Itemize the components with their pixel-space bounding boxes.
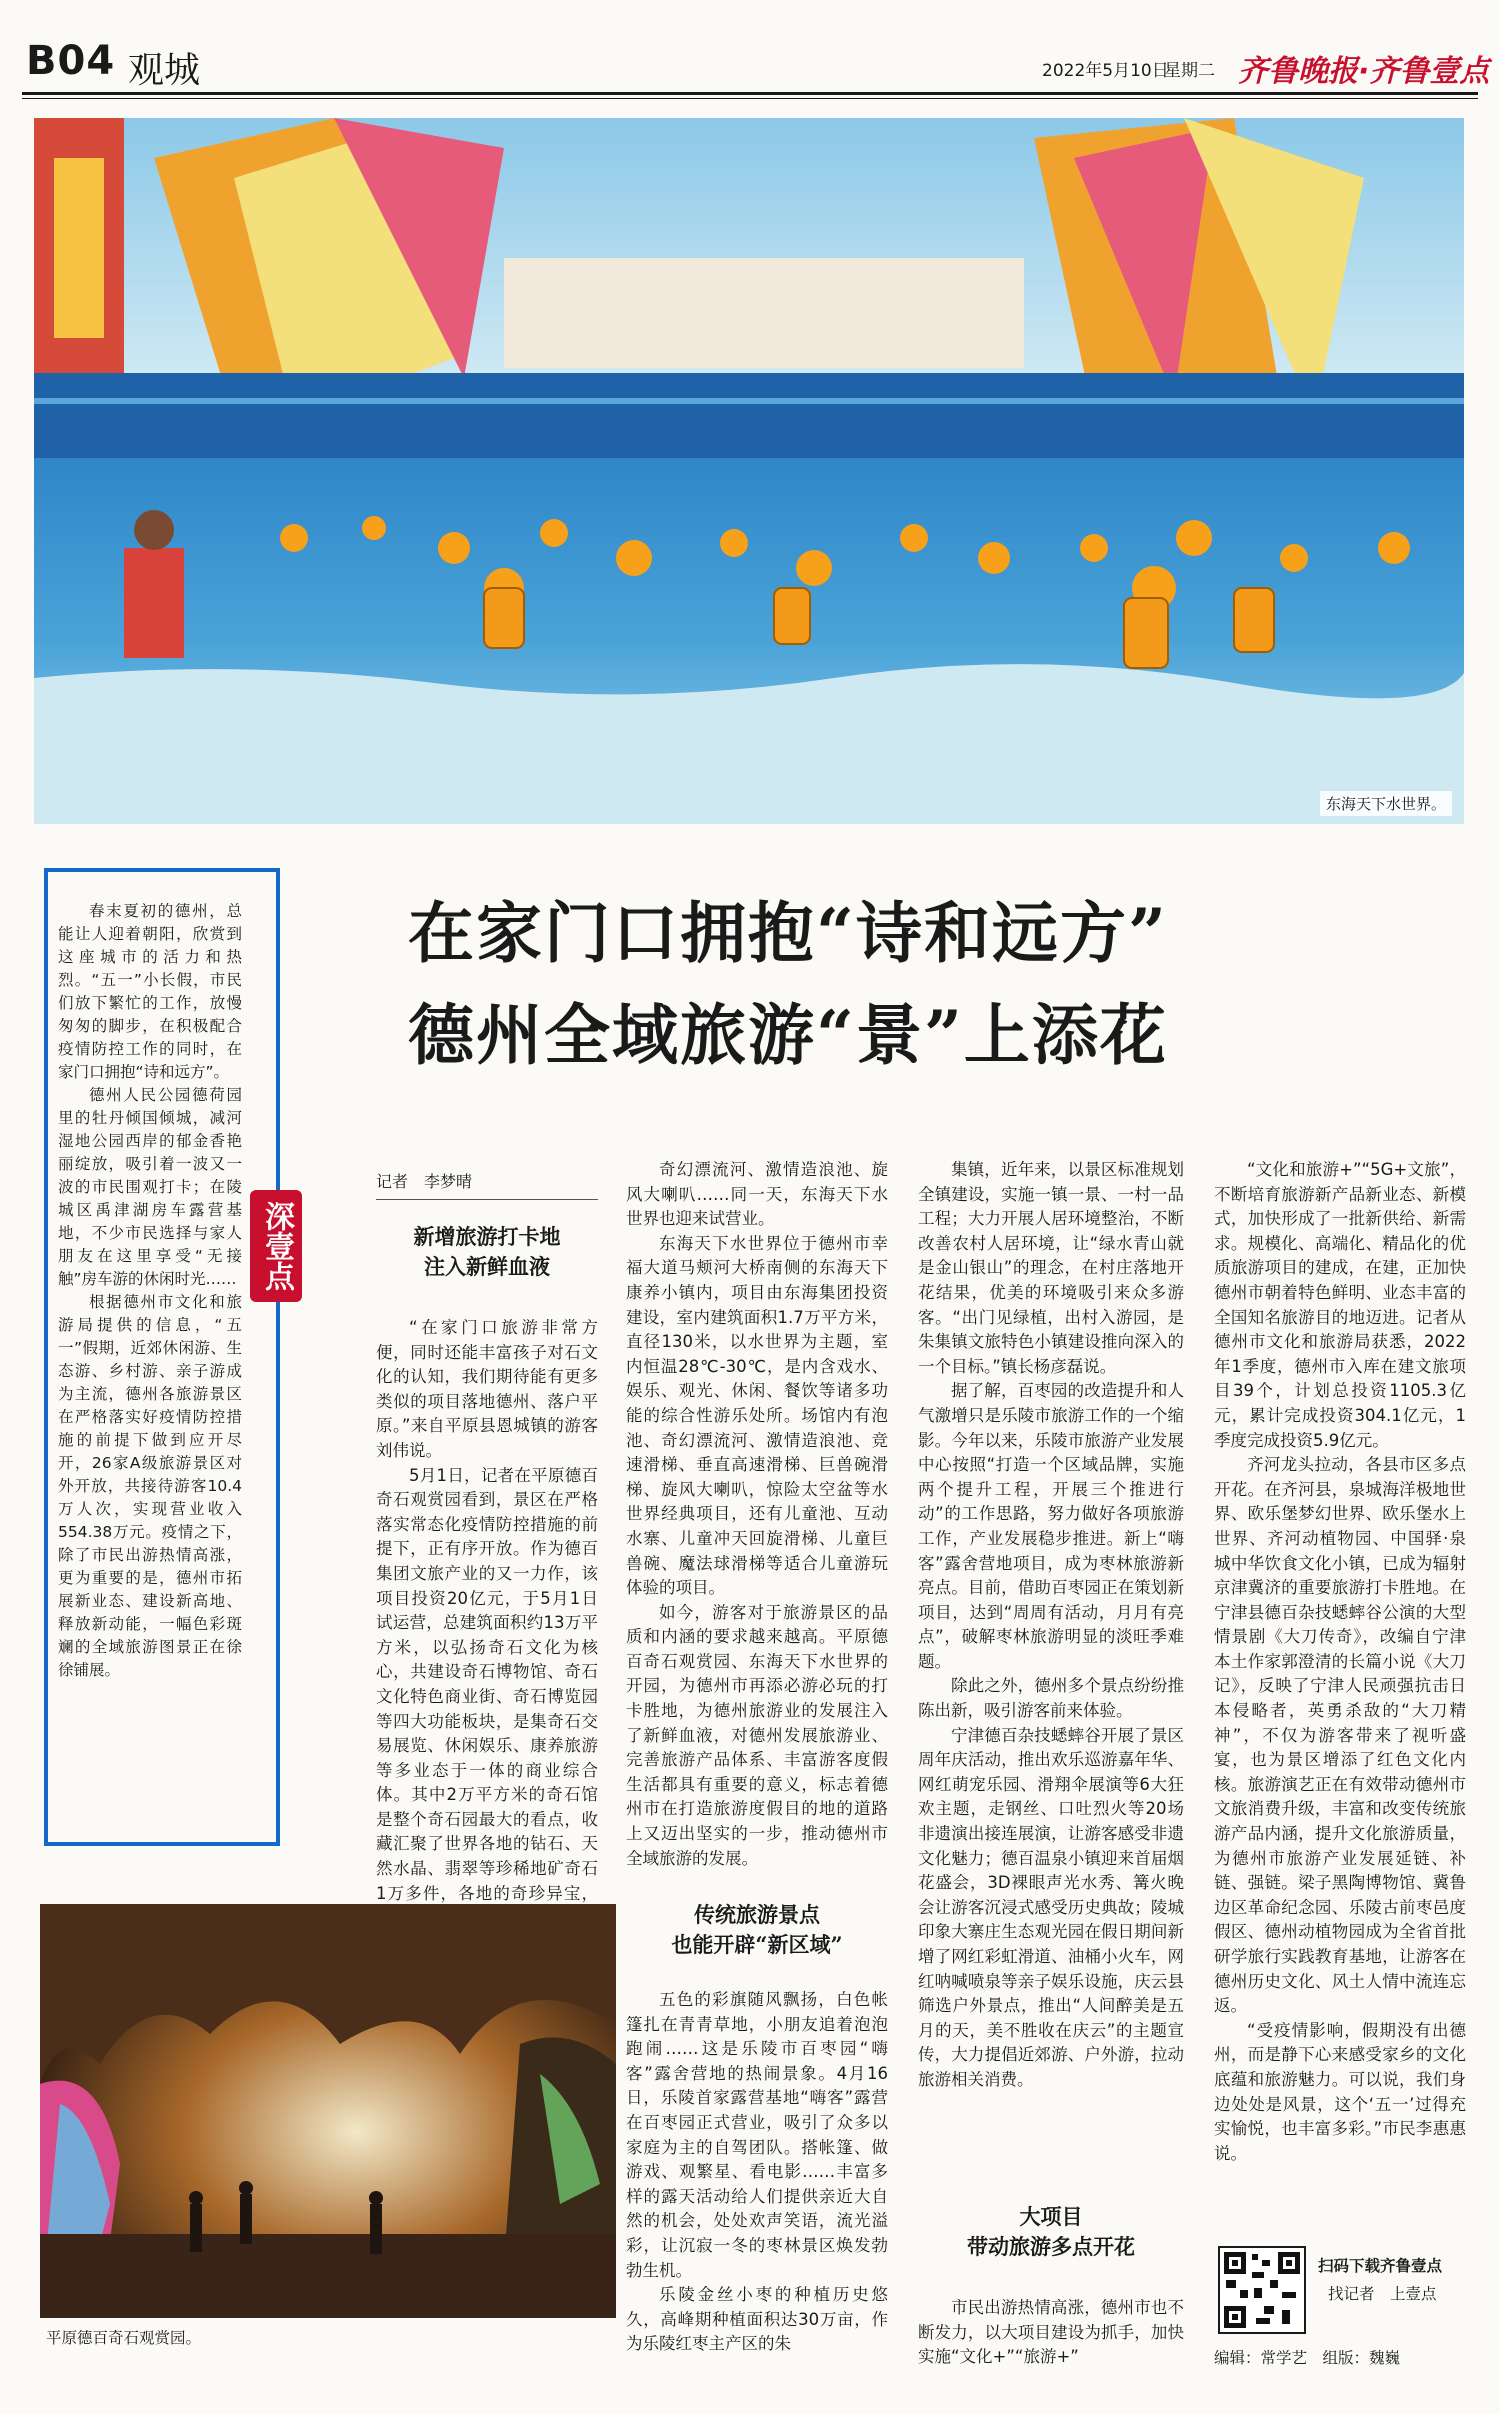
body-paragraph: 宁津德百杂技蟋蟀谷开展了景区周年庆活动，推出欢乐巡游嘉年华、网红萌宠乐园、滑翔伞展演等6大狂欢主题，走钢丝、口吐烈火等20场非遗演出接连展演，让游客感受非遗文化魅力；德百温泉小镇迎来首届烟花盛会，3D裸眼声光水秀、篝火晚会让游客沉浸式感受历史典故；陵城印象大寨庄生态观光园在假日期间新增了网红彩虹滑道、油桶小火车，网红呐喊喷泉等亲子娱乐设施，庆云县筛选户外景点，推出“人间醉美是五月的天，美不胜收在庆云”的主题宣传，大力提倡近郊游、户外游，拉动旅游相关消费。 <box>918 1725 1184 2089</box>
body-paragraph: 市民出游热情高涨，德州市也不断发力，以大项目建设为抓手，加快实施“文化+”“旅游+” <box>918 2298 1184 2367</box>
column-2-bottom <box>626 1988 888 2388</box>
header-rule <box>22 92 1478 95</box>
subheading-2-line-1: 传统旅游景点 <box>694 1902 820 1927</box>
column-badge: 深壹点 <box>250 1190 302 1302</box>
body-paragraph: “在家门口旅游非常方便，同时还能丰富孩子对石文化的认知，我们期待能有更多类似的项目落地德州、落户平原。”来自平原县恩城镇的游客刘伟说。 <box>376 1318 598 1460</box>
intro-paragraph: 德州人民公园德荷园里的牡丹倾国倾城，减河湿地公园西岸的郁金香艳丽绽放，吸引着一波又一波的市民围观打卡；在陵城区禹津湖房车露营基地，不少市民选择与家人朋友在这里享受“无接触”房车游的休闲时光…… <box>58 1086 242 1288</box>
intro-text <box>58 900 242 1830</box>
stone-garden-photo <box>40 1904 616 2318</box>
qr-contact-label: 找记者 上壹点 <box>1328 2285 1437 2303</box>
intro-paragraph: 根据德州市文化和旅游局提供的信息，“五一”假期，近郊休闲游、生态游、乡村游、亲子游成为主流，德州各旅游景区在严格落实好疫情防控措施的前提下做到应开尽开，26家A级旅游景区对外开放，共接待游客10.4万人次，实现营业收入554.38万元。疫情之下，除了市民出游热情高涨，更为重要的是，德州市拓展新业态、建设新高地、释放新动能，一幅色彩斑斓的全域旅游图景正在徐徐铺展。 <box>58 1293 242 1679</box>
water-park-illustration <box>34 118 1464 824</box>
subheading-2-line-2: 也能开辟“新区域” <box>671 1932 843 1957</box>
body-paragraph: 除此之外，德州多个景点纷纷推陈出新，吸引游客前来体验。 <box>918 1676 1184 1721</box>
qr-code-pattern <box>1220 2248 1304 2332</box>
byline-block <box>376 1170 598 1304</box>
body-paragraph: 奇幻漂流河、激情造浪池、旋风大喇叭……同一天，东海天下水世界也迎来试营业。 <box>626 1160 888 1229</box>
headline-line-1: 在家门口拥抱“诗和远方” <box>408 894 1168 972</box>
newspaper-brand-logo: 齐鲁晚报·齐鲁壹点 <box>1238 54 1490 89</box>
column-3-top <box>918 1158 1184 2178</box>
body-paragraph: 集镇，近年来，以景区标准规划全镇建设，实施一镇一景、一村一品工程；大力开展人居环境整治，不断改善农村人居环境，让“绿水青山就是金山银山”的理念，在村庄落地开花结果，优美的环境吸引来众多游客。“出门见绿植，出村入游园，是朱集镇文旅特色小镇建设推向深入的一个目标。”镇长杨彦磊说。 <box>918 1160 1184 1376</box>
top-photo-caption: 东海天下水世界。 <box>1320 791 1452 816</box>
editor-credit: 编辑：常学艺 组版：魏巍 <box>1214 2349 1401 2367</box>
body-paragraph: 乐陵金丝小枣的种植历史悠久，高峰期种植面积达30万亩，作为乐陵红枣主产区的朱 <box>626 2285 888 2354</box>
issue-date: 2022年5月10日 <box>1042 61 1169 81</box>
body-paragraph: “受疫情影响，假期没有出德州，而是静下心来感受家乡的文化底蕴和旅游魅力。可以说，我们身边处处是风景，这个‘五一’过得充实愉悦，也丰富多彩。”市民李惠惠说。 <box>1214 2020 1466 2163</box>
cave-illustration <box>40 1904 616 2318</box>
body-paragraph: 如今，游客对于旅游景区的品质和内涵的要求越来越高。平原德百奇石观赏园、东海天下水世界的开园，为德州市再添必游必玩的打卡胜地，为德州旅游业的发展注入了新鲜血液，对德州发展旅游业、完善旅游产品体系、丰富游客度假生活都具有重要的意义，标志着德州市在打造旅游度假目的地的道路上又迈出坚实的一步，推动德州市全域旅游的发展。 <box>626 1602 888 1868</box>
subheading-1-line-2: 注入新鲜血液 <box>424 1253 550 1279</box>
column-3-bottom <box>918 2296 1184 2386</box>
body-paragraph: 五色的彩旗随风飘扬，白色帐篷扎在青青草地，小朋友追着泡泡跑闹……这是乐陵市百枣园“嗨客”露舍营地的热闹景象。4月16日，乐陵首家露营基地“嗨客”露营在百枣园正式营业，吸引了众多以家庭为主的自驾团队。搭帐篷、做游戏、观繁星、看电影……丰富多样的露天活动给人们提供亲近大自然的机会，处处欢声笑语，流光溢彩，让沉寂一冬的枣林景区焕发勃勃生机。 <box>626 1990 888 2280</box>
bottom-photo-caption-overlay <box>40 2316 52 2320</box>
byline: 记者 李梦晴 <box>376 1172 473 1191</box>
column-4 <box>1214 1158 1466 2226</box>
subheading-1-line-1: 新增旅游打卡地 <box>413 1223 561 1249</box>
subheading-3-line-2: 带动旅游多点开花 <box>967 2234 1135 2259</box>
body-paragraph: 齐河龙头拉动，各县市区多点开花。在齐河县，泉城海洋极地世界、欧乐堡梦幻世界、欧乐堡水上世界、齐河动植物园、中国驿·泉城中华饮食文化小镇，已成为辐射京津冀济的重要旅游打卡胜地。在宁津县德百杂技蟋蟀谷公演的大型情景剧《大刀传奇》，改编自宁津本土作家郭澄清的长篇小说《大刀记》，反映了宁津人民顽强抗击日本侵略者，英勇杀敌的“大刀精神”，不仅为游客带来了视听盛宴，也为景区增添了红色文化内核。旅游演艺正在有效带动德州市文旅消费升级，丰富和改变传统旅游产品内涵，提升文化旅游质量，为德州市旅游产业发展延链、补链、强链。梁子黑陶博物馆、冀鲁边区革命纪念园、乐陵古前枣邑度假区、德州动植物园成为全省首批研学旅行实践教育基地，让游客在德州历史文化、风土人情中流连忘返。 <box>1214 1455 1466 2016</box>
body-paragraph: 5月1日，记者在平原德百奇石观赏园看到，景区在严格落实常态化疫情防控措施的前提下，正有序开放。作为德百集团文旅产业的又一力作，该项目投资20亿元，于5月1日试运营，总建筑面积约13万平方米，以弘扬奇石文化为核心，共建设奇石博物馆、奇石文化特色商业街、奇石博览园等四大功能板块，是集奇石交易展览、休闲娱乐、康养旅游等多业态于一体的商业综合体。其中2万平方米的奇石馆是整个奇石园最大的看点，收藏汇聚了世界各地的钻石、天然水晶、翡翠等珍稀地矿奇石1万多件，各地的奇珍异宝， <box>376 1465 598 1903</box>
qr-code[interactable] <box>1218 2246 1306 2334</box>
section-name: 观城 <box>128 50 201 91</box>
subheading-3 <box>918 2202 1184 2262</box>
header-rule-thin <box>22 98 1478 99</box>
qr-download-label: 扫码下载齐鲁壹点 <box>1318 2257 1443 2275</box>
headline-line-2: 德州全域旅游“景”上添花 <box>408 996 1168 1074</box>
issue-weekday: 星期二 <box>1164 61 1215 81</box>
body-paragraph: 据了解，百枣园的改造提升和人气激增只是乐陵市旅游工作的一个缩影。今年以来，乐陵市旅游产业发展中心按照“打造一个区域品牌，实施两个提升工程，开展三个推进行动”的工作思路，努力做好各项旅游工作，产业发展稳步推进。新上“嗨客”露舍营地项目，成为枣林旅游新亮点。目前，借助百枣园正在策划新项目，达到“周周有活动，月月有亮点”，破解枣林旅游明显的淡旺季难题。 <box>918 1381 1184 1671</box>
water-park-photo <box>34 118 1464 824</box>
column-1 <box>376 1316 598 1903</box>
byline-rule <box>376 1199 598 1200</box>
body-paragraph: “文化和旅游+”“5G+文旅”，不断培育旅游新产品新业态、新模式，加快形成了一批新供给、新需求。规模化、高端化、精品化的优质旅游项目的建成，在建，正加快德州市朝着特色鲜明、业态丰富的全国知名旅游目的地迈进。记者从德州市文化和旅游局获悉，2022年1季度，德州市入库在建文旅项目39个，计划总投资1105.3亿元，累计完成投资304.1亿元，1季度完成投资5.9亿元。 <box>1214 1160 1466 1450</box>
intro-paragraph: 春末夏初的德州，总能让人迎着朝阳，欣赏到这座城市的活力和热烈。“五一”小长假，市民们放下繁忙的工作，放慢匆匆的脚步，在积极配合疫情防控工作的同时，在家门口拥抱“诗和远方”。 <box>58 902 242 1081</box>
body-paragraph: 东海天下水世界位于德州市幸福大道马颊河大桥南侧的东海天下康养小镇内，项目由东海集团投资建设，室内建筑面积1.7万平方米，直径130米，以水世界为主题，室内恒温28℃-30℃，是内含戏水、娱乐、观光、休闲、餐饮等诸多功能的综合性游乐处所。场馆内有泡池、奇幻漂流河、激情造浪池、竞速滑梯、垂直高速滑梯、巨兽碗滑梯、旋风大喇叭，惊险太空盆等水世界经典项目，还有儿童池、互动水寨、儿童冲天回旋滑梯、儿童巨兽碗、魔法球滑梯等适合儿童游玩体验的项目。 <box>626 1233 888 1598</box>
subheading-3-line-1: 大项目 <box>1019 2204 1083 2229</box>
subheading-2 <box>626 1900 888 1960</box>
page-number: B04 <box>26 38 116 84</box>
column-2-top <box>626 1158 888 1874</box>
bottom-photo-caption: 平原德百奇石观赏园。 <box>46 2329 202 2347</box>
